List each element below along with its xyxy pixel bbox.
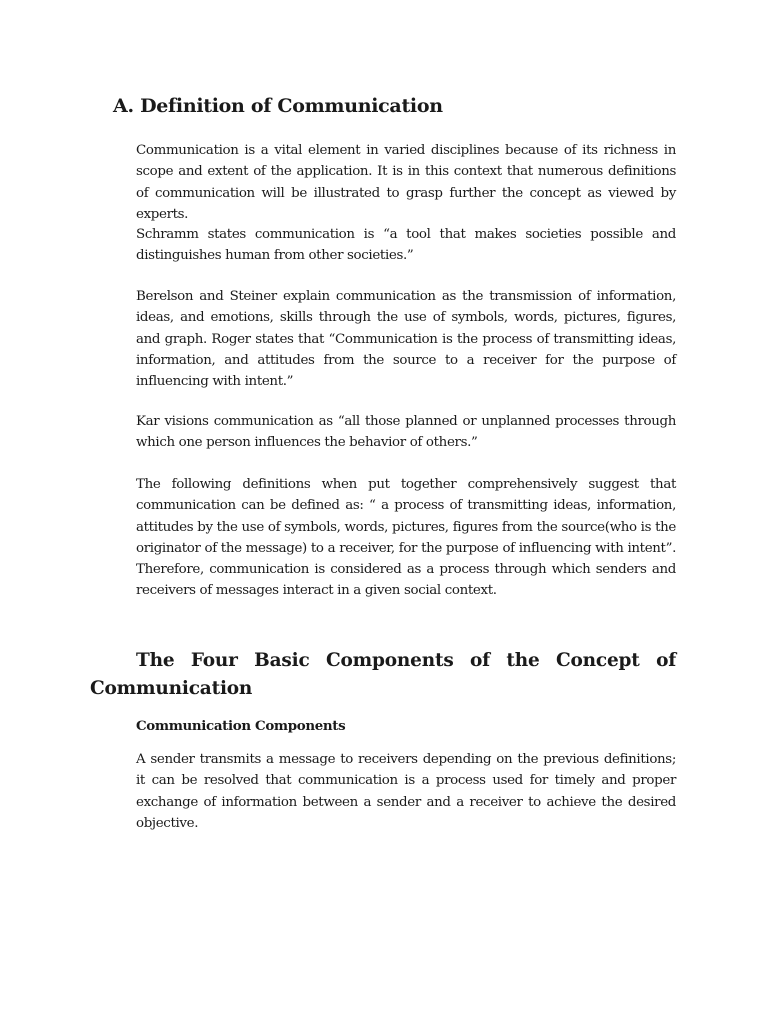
subheading-communication-components: Communication Components: [136, 718, 346, 734]
paragraph-berelson-steiner: Berelson and Steiner explain communication as the transmission of information, ideas, and emotions, skills through the use of symbols, words, pictures, figures, and graph. Roger states that “Communication is the process of transmitting ideas, information, and attitudes from the source to a receiver for the purpose of influencing with intent.”: [136, 289, 676, 390]
section-heading-components: The Four Basic Components of the Concept of Communication: [90, 650, 676, 699]
paragraph-intro: Communication is a vital element in varied disciplines because of its richness in scope and extent of the application. It is in this context that numerous definitions of communication will be illustrated to grasp further the concept as viewed by experts.: [136, 143, 676, 222]
paragraph-sender-message: A sender transmits a message to receivers depending on the previous definitions; it can be resolved that communication is a process used for timely and proper exchange of information between a sender and a receiver to achieve the desired objective.: [136, 752, 676, 831]
paragraph-schramm: Schramm states communication is “a tool that makes societies possible and distinguishes human from other societies.”: [136, 227, 676, 264]
section-heading-definition: A. Definition of Communication: [113, 95, 443, 117]
paragraph-combined-definition: The following definitions when put together comprehensively suggest that communication can be defined as: “ a process of transmitting ideas, information, attitudes by the use of symbols, words, pictures, figures from the source(who is the originator of the message) to a receiver, for the purpose of influencing with intent”. Therefore, communication is considered as a process through which senders and receivers of messages interact in a given social context.: [136, 477, 676, 599]
paragraph-kar: Kar visions communication as “all those planned or unplanned processes through which one person influences the behavior of others.”: [136, 414, 676, 451]
